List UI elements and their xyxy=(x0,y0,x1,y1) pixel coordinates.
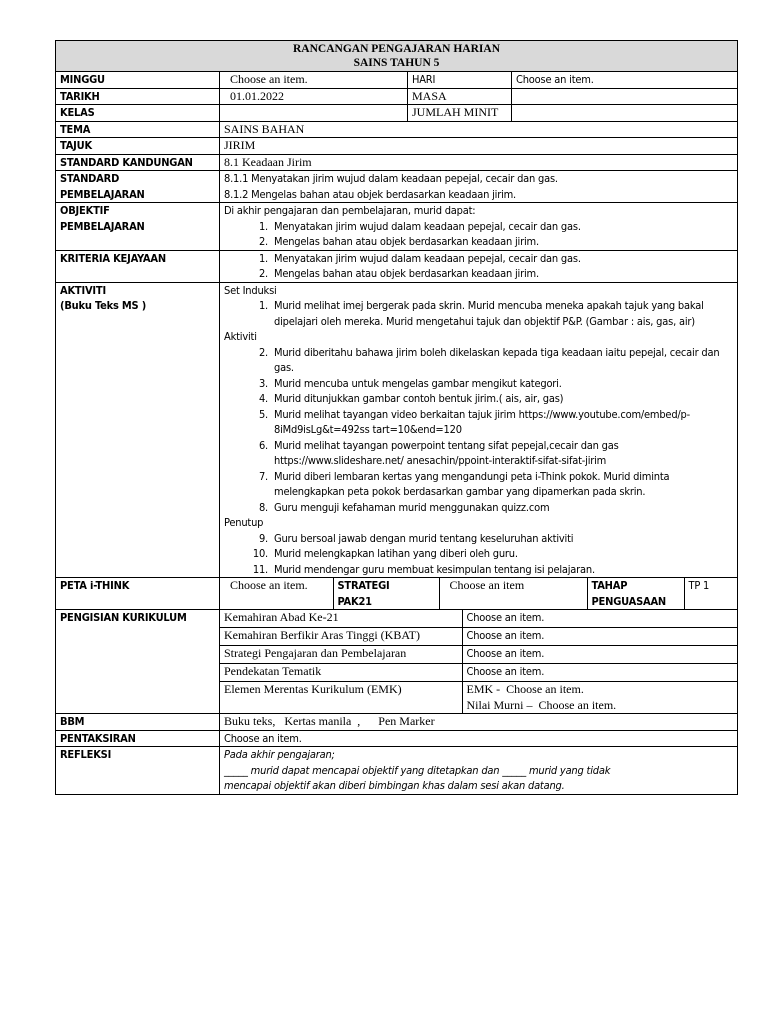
list-item-text: Guru menguji kefahaman murid menggunakan quizz.com xyxy=(274,500,550,514)
peta-dropdown[interactable]: Choose an item. xyxy=(230,578,308,592)
aktiviti-value xyxy=(220,282,738,578)
list-item-text: Murid melihat tayangan powerpoint tentang sifat pepejal,cecair dan gas https://www.slideshare.net/ anesachin/ppoint-interaktif-sifat-sifat-jirim xyxy=(274,438,619,467)
aktiviti-list xyxy=(224,345,733,516)
list-item-text: Mengelas bahan atau objek berdasarkan keadaan jirim. xyxy=(274,267,539,280)
emk-prefix: EMK - xyxy=(466,682,507,696)
pengisian-row xyxy=(220,628,738,646)
row-kriteria xyxy=(56,250,738,282)
row-peta xyxy=(56,578,738,610)
list-item-number: 10. xyxy=(252,547,268,560)
list-item xyxy=(224,531,733,547)
standard-kandungan-value: 8.1 Keadaan Jirim xyxy=(220,154,738,171)
list-item-text: Mengelas bahan atau objek berdasarkan keadaan jirim. xyxy=(274,235,539,248)
list-item xyxy=(224,438,733,469)
refleksi-value xyxy=(220,747,738,795)
aktiviti-label-line1: AKTIVITI xyxy=(60,283,106,297)
list-item-number: 2. xyxy=(258,235,268,248)
list-item xyxy=(224,407,733,438)
list-item-text: Murid mendengar guru membuat kesimpulan tentang isi pelajaran. xyxy=(274,562,595,576)
minggu-label: MINGGU xyxy=(56,72,220,89)
aktiviti-heading: Aktiviti xyxy=(224,330,257,343)
row-minggu xyxy=(56,72,738,89)
table-header xyxy=(56,41,738,72)
row-tarikh xyxy=(56,88,738,105)
strategi-label-line1: STRATEGI xyxy=(337,579,390,592)
row-kelas xyxy=(56,105,738,122)
lesson-plan-page xyxy=(55,40,737,795)
kriteria-list xyxy=(224,251,733,282)
list-item xyxy=(224,376,733,392)
list-item-text: Murid ditunjukkan gambar contoh bentuk jirim.( ais, air, gas) xyxy=(274,392,564,405)
tema-value: SAINS BAHAN xyxy=(220,121,738,138)
row-tema xyxy=(56,121,738,138)
masa-field[interactable] xyxy=(512,88,738,105)
list-item xyxy=(224,251,733,267)
pentaksiran-label: PENTAKSIRAN xyxy=(56,730,220,747)
penutup-list xyxy=(224,531,733,578)
list-item-text: Menyatakan jirim wujud dalam keadaan pepejal, cecair dan gas. xyxy=(274,251,581,265)
pentaksiran-dropdown[interactable]: Choose an item. xyxy=(220,730,738,747)
kriteria-label: KRITERIA KEJAYAAN xyxy=(56,250,220,282)
set-induksi-heading: Set Induksi xyxy=(224,283,277,297)
list-item-number: 2. xyxy=(258,345,268,359)
pengisian-item-label: Kemahiran Abad Ke-21 xyxy=(220,610,462,628)
emk-line xyxy=(467,682,735,698)
emk-label: Elemen Merentas Kurikulum (EMK) xyxy=(224,682,402,696)
aktiviti-label xyxy=(56,282,220,578)
list-item xyxy=(224,391,733,407)
standard-pembelajaran-label-line1: STANDARD xyxy=(60,172,120,185)
list-item-number: 1. xyxy=(258,299,268,312)
kelas-label: KELAS xyxy=(56,105,220,122)
row-refleksi xyxy=(56,747,738,795)
refleksi-line: _____ murid dapat mencapai objektif yang ditetapkan dan _____ murid yang tidak xyxy=(224,763,611,777)
hari-label: HARI xyxy=(408,72,512,89)
tajuk-label: TAJUK xyxy=(56,138,220,155)
lesson-plan-table xyxy=(55,40,738,795)
list-item-number: 6. xyxy=(258,438,268,452)
nilai-murni-prefix: Nilai Murni – xyxy=(466,697,539,712)
objektif-label xyxy=(56,203,220,251)
header-subtitle: SAINS TAHUN 5 xyxy=(353,57,440,69)
pengisian-row xyxy=(220,664,738,682)
list-item-text: Murid diberitahu bahawa jirim boleh dikelaskan kepada tiga keadaan iaitu pepejal, cecair dan gas. xyxy=(274,345,720,374)
list-item-number: 3. xyxy=(258,376,268,390)
tema-label: TEMA xyxy=(56,121,220,138)
pengisian-item-dropdown[interactable]: Choose an item. xyxy=(462,646,738,664)
pengisian-inner-table xyxy=(220,610,738,713)
objektif-list xyxy=(224,219,733,250)
pengisian-item-label: Kemahiran Berfikir Aras Tinggi (KBAT) xyxy=(220,628,462,646)
row-aktiviti xyxy=(56,282,738,578)
pengisian-item-label: Pendekatan Tematik xyxy=(220,664,462,682)
list-item-number: 9. xyxy=(258,531,268,545)
list-item xyxy=(224,345,733,376)
pengisian-item-dropdown[interactable]: Choose an item. xyxy=(462,628,738,646)
list-item-number: 4. xyxy=(258,392,268,405)
list-item xyxy=(224,219,733,235)
nilai-murni-dropdown[interactable]: Choose an item. xyxy=(538,697,617,712)
strategi-label xyxy=(333,578,439,609)
list-item-text: Murid diberi lembaran kertas yang mengandungi peta i-Think pokok. Murid diminta melengkapkan peta pokok berdasarkan gambar yang dipamerkan pada skrin. xyxy=(274,469,670,498)
objektif-label-line1: OBJEKTIF xyxy=(60,204,110,217)
header-title: RANCANGAN PENGAJARAN HARIAN xyxy=(293,43,500,55)
kriteria-value xyxy=(220,250,738,282)
peta-inner-table xyxy=(220,578,738,609)
masa-label: MASA xyxy=(408,88,512,105)
strategi-dropdown[interactable]: Choose an item xyxy=(439,578,587,609)
standard-kandungan-label: STANDARD KANDUNGAN xyxy=(56,154,220,171)
tahap-dropdown[interactable]: TP 1 xyxy=(684,578,738,609)
row-bbm xyxy=(56,714,738,731)
emk-dropdown[interactable]: Choose an item. xyxy=(506,682,584,696)
standard-pembelajaran-line: 8.1.1 Menyatakan jirim wujud dalam keadaan pepejal, cecair dan gas. xyxy=(224,172,558,185)
pengisian-cells xyxy=(220,610,738,714)
induksi-list xyxy=(224,298,733,329)
peta-label: PETA i-THINK xyxy=(56,578,220,610)
refleksi-line: Pada akhir pengajaran; xyxy=(224,748,335,761)
standard-pembelajaran-line: 8.1.2 Mengelas bahan atau objek berdasarkan keadaan jirim. xyxy=(224,187,516,201)
list-item xyxy=(224,562,733,578)
row-standard-pembelajaran xyxy=(56,171,738,203)
refleksi-label: REFLEKSI xyxy=(56,747,220,795)
list-item-number: 11. xyxy=(252,562,268,576)
list-item xyxy=(224,500,733,516)
row-objektif xyxy=(56,203,738,251)
list-item xyxy=(224,469,733,500)
pengisian-row xyxy=(220,646,738,664)
strategi-label-line2: PAK21 xyxy=(337,594,372,608)
tahap-label-line1: TAHAP xyxy=(591,579,628,592)
bbm-value: Buku teks, Kertas manila , Pen Marker xyxy=(220,714,738,731)
row-tajuk xyxy=(56,138,738,155)
list-item-number: 2. xyxy=(258,267,268,280)
refleksi-line: mencapai objektif akan diberi bimbingan khas dalam sesi akan datang. xyxy=(224,779,565,792)
list-item-number: 5. xyxy=(258,407,268,421)
list-item-text: Murid melihat tayangan video berkaitan tajuk jirim https://www.youtube.com/embed/p-8iMd9isLg&t=492ss tart=10&end=120 xyxy=(274,407,690,436)
bbm-label: BBM xyxy=(56,714,220,731)
row-pentaksiran xyxy=(56,730,738,747)
jumlah-minit-field[interactable] xyxy=(512,105,738,122)
row-standard-kandungan xyxy=(56,154,738,171)
pengisian-item-dropdown[interactable]: Choose an item. xyxy=(462,664,738,682)
list-item-text: Murid melengkapkan latihan yang diberi oleh guru. xyxy=(274,547,518,560)
nilai-murni-line xyxy=(467,698,735,714)
objektif-label-line2: PEMBELAJARAN xyxy=(60,219,145,233)
tajuk-value: JIRIM xyxy=(220,138,738,155)
list-item xyxy=(224,266,733,282)
jumlah-minit-label: JUMLAH MINIT xyxy=(408,105,512,122)
pengisian-label: PENGISIAN KURIKULUM xyxy=(56,610,220,714)
peta-row-cells xyxy=(220,578,738,610)
standard-pembelajaran-label-line2: PEMBELAJARAN xyxy=(60,187,145,201)
list-item-number: 1. xyxy=(258,219,268,233)
tarikh-field[interactable]: 01.01.2022 xyxy=(220,88,408,105)
list-item xyxy=(224,546,733,562)
list-item-number: 1. xyxy=(258,251,268,265)
tahap-label-line2: PENGUASAAN xyxy=(591,594,667,608)
objektif-value xyxy=(220,203,738,251)
penutup-heading: Penutup xyxy=(224,516,264,529)
tarikh-label: TARIKH xyxy=(56,88,220,105)
pengisian-row xyxy=(220,610,738,628)
list-item-number: 8. xyxy=(258,500,268,514)
list-item xyxy=(224,234,733,250)
pengisian-item-dropdown[interactable]: Choose an item. xyxy=(462,610,738,628)
emk-cell xyxy=(462,682,738,714)
minggu-dropdown[interactable]: Choose an item. xyxy=(220,72,408,89)
list-item-text: Murid mencuba untuk mengelas gambar mengikut kategori. xyxy=(274,376,562,390)
list-item-text: Guru bersoal jawab dengan murid tentang keseluruhan aktiviti xyxy=(274,531,574,545)
objektif-intro: Di akhir pengajaran dan pembelajaran, murid dapat: xyxy=(224,204,476,217)
hari-dropdown[interactable]: Choose an item. xyxy=(512,72,738,89)
standard-pembelajaran-value xyxy=(220,171,738,203)
pengisian-row-emk xyxy=(220,682,738,714)
list-item-text: Murid melihat imej bergerak pada skrin. Murid mencuba meneka apakah tajuk yang bakal dipelajari oleh mereka. Murid mengetahui tajuk dan objektif P&P. (Gambar : ais, gas, air) xyxy=(274,299,704,328)
aktiviti-label-line2: (Buku Teks MS ) xyxy=(60,299,147,312)
standard-pembelajaran-label xyxy=(56,171,220,203)
pengisian-item-label: Strategi Pengajaran dan Pembelajaran xyxy=(220,646,462,664)
row-pengisian xyxy=(56,610,738,714)
kelas-field[interactable] xyxy=(220,105,408,122)
list-item-number: 7. xyxy=(258,469,268,483)
tahap-label xyxy=(587,578,684,609)
list-item xyxy=(224,298,733,329)
list-item-text: Menyatakan jirim wujud dalam keadaan pepejal, cecair dan gas. xyxy=(274,219,581,233)
